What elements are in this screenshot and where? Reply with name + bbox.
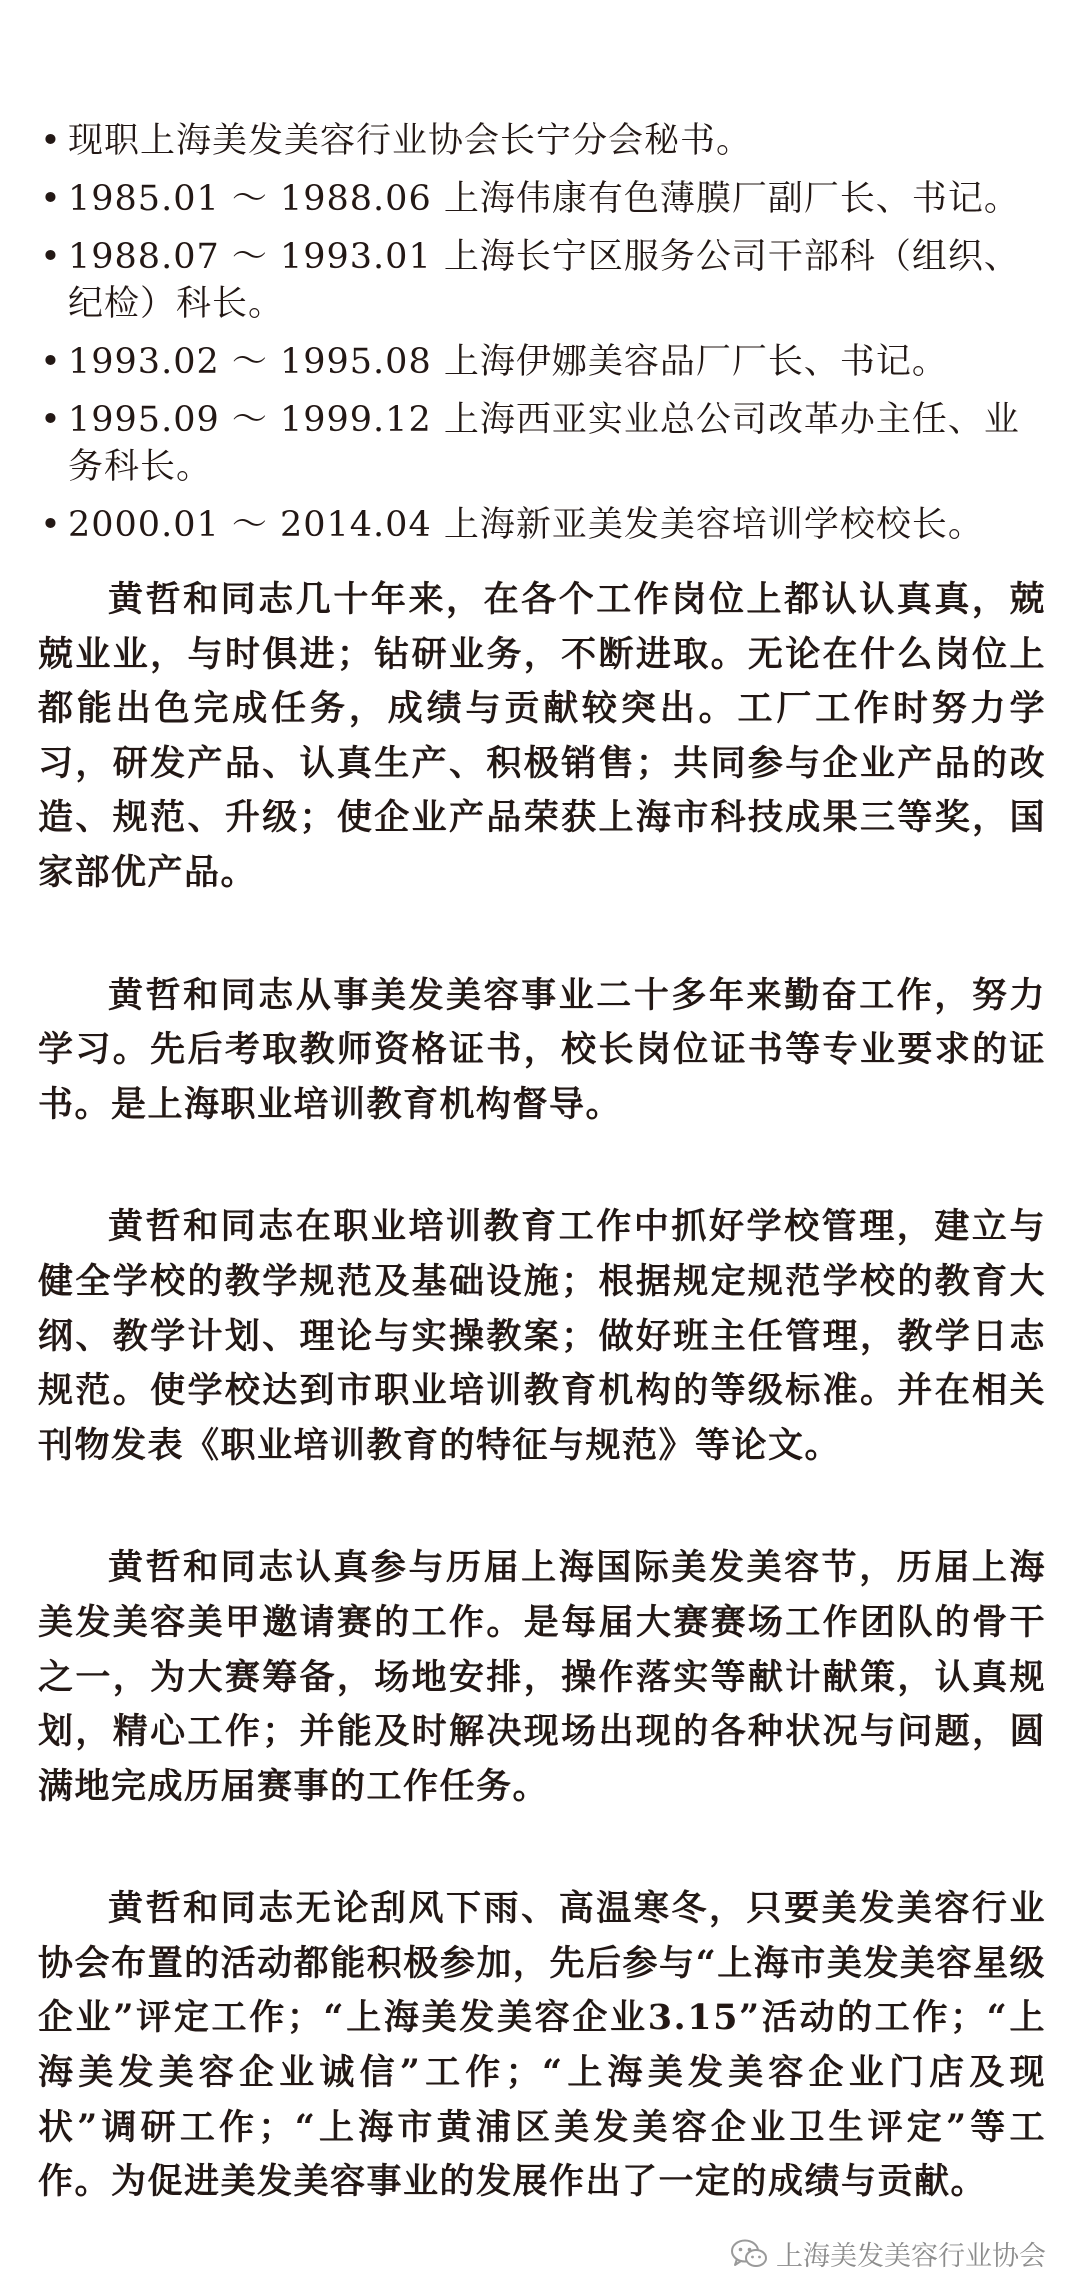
biography-body	[38, 573, 1046, 2278]
career-item-text: 现职上海美发美容行业协会长宁分会秘书。	[68, 121, 753, 161]
paragraph-qualifications: 黄哲和同志从事美发美容事业二十多年来勤奋工作，努力学习。先后考取教师资格证书，校长岗位证书等专业要求的证书。是上海职业培训教育机构督导。	[38, 974, 1046, 1125]
paragraph-career-overview: 黄哲和同志几十年来，在各个工作岗位上都认认真真，兢兢业业，与时俱进；钻研业务，不断进取。无论在什么岗位上都能出色完成任务，成绩与贡献较突出。工厂工作时努力学习，研发产品、认真生产、积极销售；共同参与企业产品的改造、规范、升级；使企业产品荣获上海市科技成果三等奖，国家部优产品。	[38, 579, 1046, 893]
career-item-text: 1988.07 ～ 1993.01 上海长宁区服务公司干部科（组织、纪检）科长。	[68, 237, 1020, 324]
wechat-watermark	[730, 2234, 1046, 2273]
career-item-text: 2000.01 ～ 2014.04 上海新亚美发美容培训学校校长。	[68, 505, 984, 545]
career-item	[38, 339, 1048, 386]
bullet-icon: •	[40, 342, 62, 382]
career-item	[38, 234, 1048, 328]
career-item	[38, 118, 1048, 165]
bullet-icon: •	[40, 400, 62, 440]
career-item-text: 1985.01 ～ 1988.06 上海伟康有色薄膜厂副厂长、书记。	[68, 179, 1020, 219]
watermark-text: 上海美发美容行业协会	[776, 2241, 1046, 2272]
bullet-icon: •	[40, 179, 62, 219]
career-item	[38, 176, 1048, 223]
career-item	[38, 502, 1048, 549]
career-item-text: 1995.09 ～ 1999.12 上海西亚实业总公司改革办主任、业务科长。	[68, 400, 1020, 487]
bullet-icon: •	[40, 237, 62, 277]
bullet-icon: •	[40, 121, 62, 161]
paragraph-competitions: 黄哲和同志认真参与历届上海国际美发美容节，历届上海美发美容美甲邀请赛的工作。是每届大赛赛场工作团队的骨干之一，为大赛筹备，场地安排，操作落实等献计献策，认真规划，精心工作；并能及时解决现场出现的各种状况与问题，圆满地完成历届赛事的工作任务。	[38, 1547, 1046, 1807]
career-history-list	[38, 118, 1048, 560]
wechat-icon	[730, 2239, 768, 2269]
paragraph-school-management: 黄哲和同志在职业培训教育工作中抓好学校管理，建立与健全学校的教学规范及基础设施；根据规定规范学校的教育大纲、教学计划、理论与实操教案；做好班主任管理，教学日志规范。使学校达到市职业培训教育机构的等级标准。并在相关刊物发表《职业培训教育的特征与规范》等论文。	[38, 1206, 1046, 1466]
paragraph-association-activities: 黄哲和同志无论刮风下雨、高温寒冬，只要美发美容行业协会布置的活动都能积极参加，先后参与“上海市美发美容星级企业”评定工作；“上海美发美容企业3.15”活动的工作；“上海美发美容企业诚信”工作；“上海美发美容企业门店及现状”调研工作；“上海市黄浦区美发美容企业卫生评定”等工作。为促进美发美容事业的发展作出了一定的成绩与贡献。	[38, 1888, 1046, 2203]
career-item-text: 1993.02 ～ 1995.08 上海伊娜美容品厂厂长、书记。	[68, 342, 948, 382]
career-item	[38, 397, 1048, 491]
bullet-icon: •	[40, 505, 62, 545]
